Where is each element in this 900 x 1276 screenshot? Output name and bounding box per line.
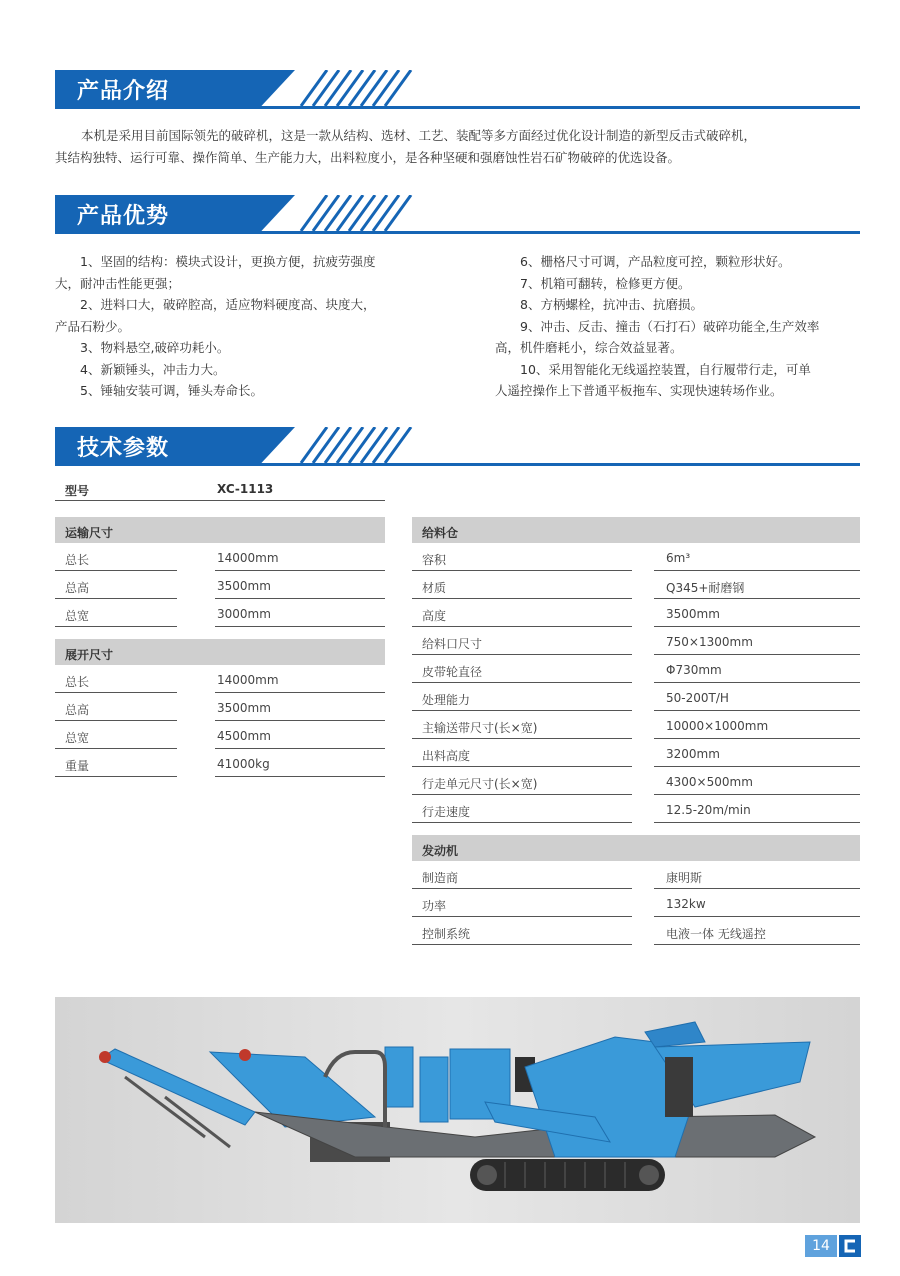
row-key: 总宽	[65, 731, 90, 745]
adv-line: 2、进料口大，破碎腔高，适应物料硬度高、块度大，	[55, 297, 376, 312]
row-value: 4500mm	[217, 729, 271, 743]
table-row	[412, 711, 860, 739]
row-value: 12.5-20m/min	[666, 803, 751, 817]
section-underline	[55, 463, 860, 466]
section-header-intro	[55, 70, 860, 110]
stripes-decoration	[283, 195, 413, 231]
adv-line: 高，机件磨耗小，综合效益显著。	[495, 340, 683, 355]
model-row	[55, 480, 385, 501]
row-key: 总高	[65, 703, 90, 717]
advantages-right	[495, 251, 865, 402]
section-underline	[55, 106, 860, 109]
engine-table	[412, 835, 860, 945]
row-value: 6m³	[666, 551, 691, 565]
row-key: 制造商	[422, 871, 459, 885]
table-row	[412, 861, 860, 889]
table-row	[55, 749, 385, 777]
adv-line: 8、方柄螺栓，抗冲击、抗磨损。	[495, 297, 703, 312]
row-key: 总高	[65, 581, 90, 595]
table-header: 发动机	[412, 835, 860, 861]
row-value: 3500mm	[217, 579, 271, 593]
row-value: 41000kg	[217, 757, 270, 771]
table-row	[412, 917, 860, 945]
adv-line: 6、栅格尺寸可调，产品粒度可控，颗粒形状好。	[495, 254, 791, 269]
transport-table	[55, 517, 385, 627]
table-row	[55, 571, 385, 599]
page-number: 14	[805, 1235, 837, 1257]
table-header: 给料仓	[412, 517, 860, 543]
row-key: 主输送带尺寸(长×宽)	[422, 721, 538, 735]
intro-line-1: 本机是采用目前国际领先的破碎机，这是一款从结构、选材、工艺、装配等多方面经过优化设计制造的新型反击式破碎机，	[81, 128, 757, 143]
section-header-advantages	[55, 195, 860, 235]
adv-line: 9、冲击、反击、撞击（石打石）破碎功能全,生产效率	[495, 318, 820, 334]
row-value: 4300×500mm	[666, 775, 753, 789]
row-value: 750×1300mm	[666, 635, 753, 649]
table-row	[412, 739, 860, 767]
row-value: 康明斯	[666, 871, 703, 885]
row-value: 132kw	[666, 897, 706, 911]
intro-text	[55, 125, 860, 169]
row-key: 给料口尺寸	[422, 637, 483, 651]
section-underline	[55, 231, 860, 234]
row-key: 总长	[65, 675, 90, 689]
adv-line: 7、机箱可翻转，检修更方便。	[495, 275, 691, 291]
intro-line-2: 其结构独特、运行可靠、操作简单、生产能力大，出料粒度小，是各种坚硬和强磨蚀性岩石矿物破碎的优选设备。	[55, 150, 681, 165]
row-key: 功率	[422, 899, 447, 913]
table-row	[412, 655, 860, 683]
adv-line: 产品石粉少。	[55, 318, 131, 334]
table-row	[412, 543, 860, 571]
row-key: 出料高度	[422, 749, 471, 763]
row-key: 高度	[422, 609, 447, 623]
table-row	[55, 599, 385, 627]
model-value: XC-1113	[217, 482, 274, 496]
row-value: 14000mm	[217, 551, 279, 565]
table-row	[412, 889, 860, 917]
row-value: 14000mm	[217, 673, 279, 687]
adv-line: 3、物料悬空,破碎功耗小。	[55, 340, 230, 355]
adv-line: 大，耐冲击性能更强；	[55, 275, 181, 291]
adv-line: 4、新颖锤头，冲击力大。	[55, 361, 226, 377]
section-header-specs	[55, 427, 860, 467]
adv-line: 10、采用智能化无线遥控装置，自行履带行走，可单	[495, 361, 811, 377]
row-key: 皮带轮直径	[422, 665, 483, 679]
table-header: 展开尺寸	[55, 639, 385, 665]
advantages-left	[55, 251, 435, 402]
table-row	[412, 795, 860, 823]
unfold-table	[55, 639, 385, 777]
model-label: 型号	[65, 484, 90, 498]
stripes-decoration	[283, 427, 413, 463]
table-row	[55, 543, 385, 571]
row-key: 材质	[422, 581, 447, 595]
crusher-illustration	[55, 997, 860, 1223]
row-value: 3500mm	[217, 701, 271, 715]
row-key: 行走速度	[422, 805, 471, 819]
table-row	[412, 571, 860, 599]
table-row	[55, 665, 385, 693]
row-value: 50-200T/H	[666, 691, 729, 705]
row-value: 3500mm	[666, 607, 720, 621]
table-row	[55, 693, 385, 721]
brand-logo-icon	[839, 1235, 861, 1257]
adv-line: 5、锤轴安装可调，锤头寿命长。	[55, 383, 263, 398]
table-row	[412, 683, 860, 711]
row-value: 电液一体 无线遥控	[666, 927, 766, 941]
hopper-table	[412, 517, 860, 823]
row-key: 处理能力	[422, 693, 471, 707]
row-value: 3000mm	[217, 607, 271, 621]
table-header: 运输尺寸	[55, 517, 385, 543]
row-value: Q345+耐磨钢	[666, 581, 745, 595]
row-key: 容积	[422, 553, 447, 567]
stripes-decoration	[283, 70, 413, 106]
machine-photo	[55, 997, 860, 1223]
table-row	[412, 627, 860, 655]
section-title-intro: 产品介绍	[77, 79, 170, 104]
table-row	[412, 767, 860, 795]
section-title-specs: 技术参数	[77, 436, 170, 461]
row-key: 重量	[65, 759, 90, 773]
adv-line: 人遥控操作上下普通平板拖车、实现快速转场作业。	[495, 383, 783, 398]
row-value: 3200mm	[666, 747, 720, 761]
row-key: 行走单元尺寸(长×宽)	[422, 777, 538, 791]
table-row	[412, 599, 860, 627]
table-row	[55, 721, 385, 749]
row-key: 控制系统	[422, 927, 471, 941]
row-key: 总长	[65, 553, 90, 567]
section-title-advantages: 产品优势	[77, 204, 170, 229]
row-value: Φ730mm	[666, 663, 722, 677]
adv-line: 1、坚固的结构：模块式设计，更换方便，抗疲劳强度	[55, 254, 376, 269]
row-value: 10000×1000mm	[666, 719, 769, 733]
row-key: 总宽	[65, 609, 90, 623]
